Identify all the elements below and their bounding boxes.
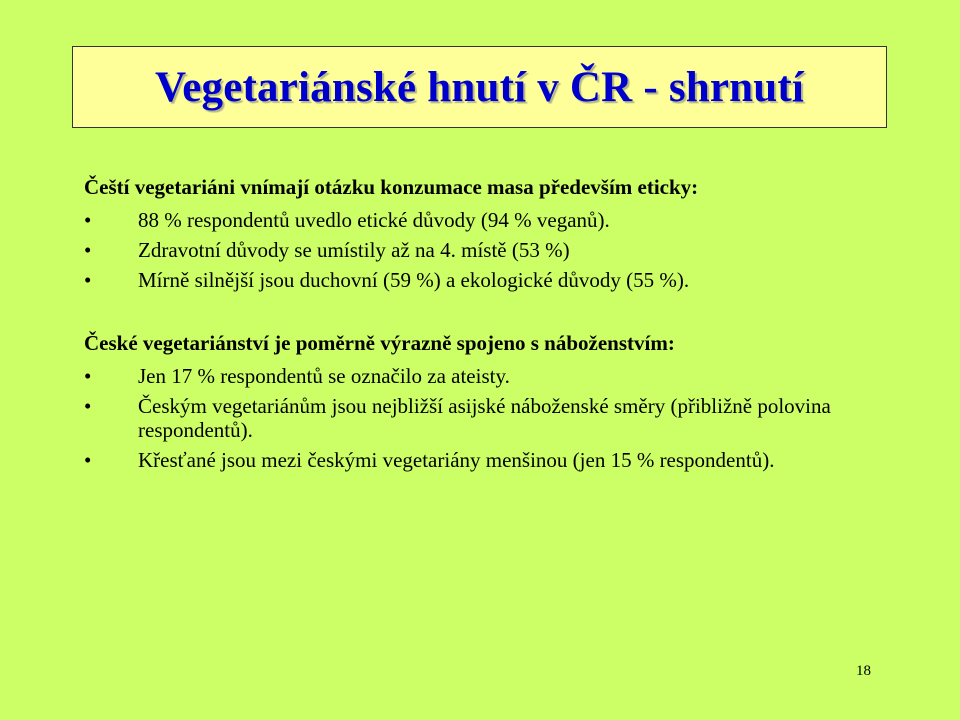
bullet-item xyxy=(84,238,884,262)
bullet-text: Jen 17 % respondentů se označilo za ateisty. xyxy=(138,364,510,388)
bullet-item xyxy=(84,448,884,472)
bullet-text: Českým vegetariánům jsou nejbližší asijské náboženské směry (přibližně polovina respondentů). xyxy=(138,394,831,442)
section-religion xyxy=(84,328,884,472)
bullet-item xyxy=(84,394,884,442)
bullet-list xyxy=(84,208,884,292)
bullet-text: 88 % respondentů uvedlo etické důvody (94 % veganů). xyxy=(138,208,610,232)
bullet-icon: • xyxy=(84,448,92,472)
page-number: 18 xyxy=(856,663,871,679)
section-heading: České vegetariánství je poměrně výrazně spojeno s náboženstvím: xyxy=(84,331,675,355)
bullet-text: Mírně silnější jsou duchovní (59 %) a ekologické důvody (55 %). xyxy=(138,268,690,292)
bullet-item xyxy=(84,364,884,388)
section-ethics xyxy=(84,172,884,292)
section-heading: Čeští vegetariáni vnímají otázku konzumace masa především eticky: xyxy=(84,175,699,199)
bullet-item xyxy=(84,268,884,292)
bullet-icon: • xyxy=(84,238,92,262)
bullet-icon: • xyxy=(84,364,92,388)
bullet-text: Zdravotní důvody se umístily až na 4. místě (53 %) xyxy=(138,238,570,262)
bullet-list xyxy=(84,364,884,472)
bullet-text: Křesťané jsou mezi českými vegetariány menšinou (jen 15 % respondentů). xyxy=(138,448,775,472)
bullet-item xyxy=(84,208,884,232)
bullet-icon: • xyxy=(84,208,92,232)
title-box xyxy=(72,46,887,128)
slide-title: Vegetariánské hnutí v ČR - shrnutí xyxy=(154,63,805,111)
bullet-icon: • xyxy=(84,268,92,292)
bullet-icon: • xyxy=(84,394,92,418)
slide-content xyxy=(84,172,884,472)
